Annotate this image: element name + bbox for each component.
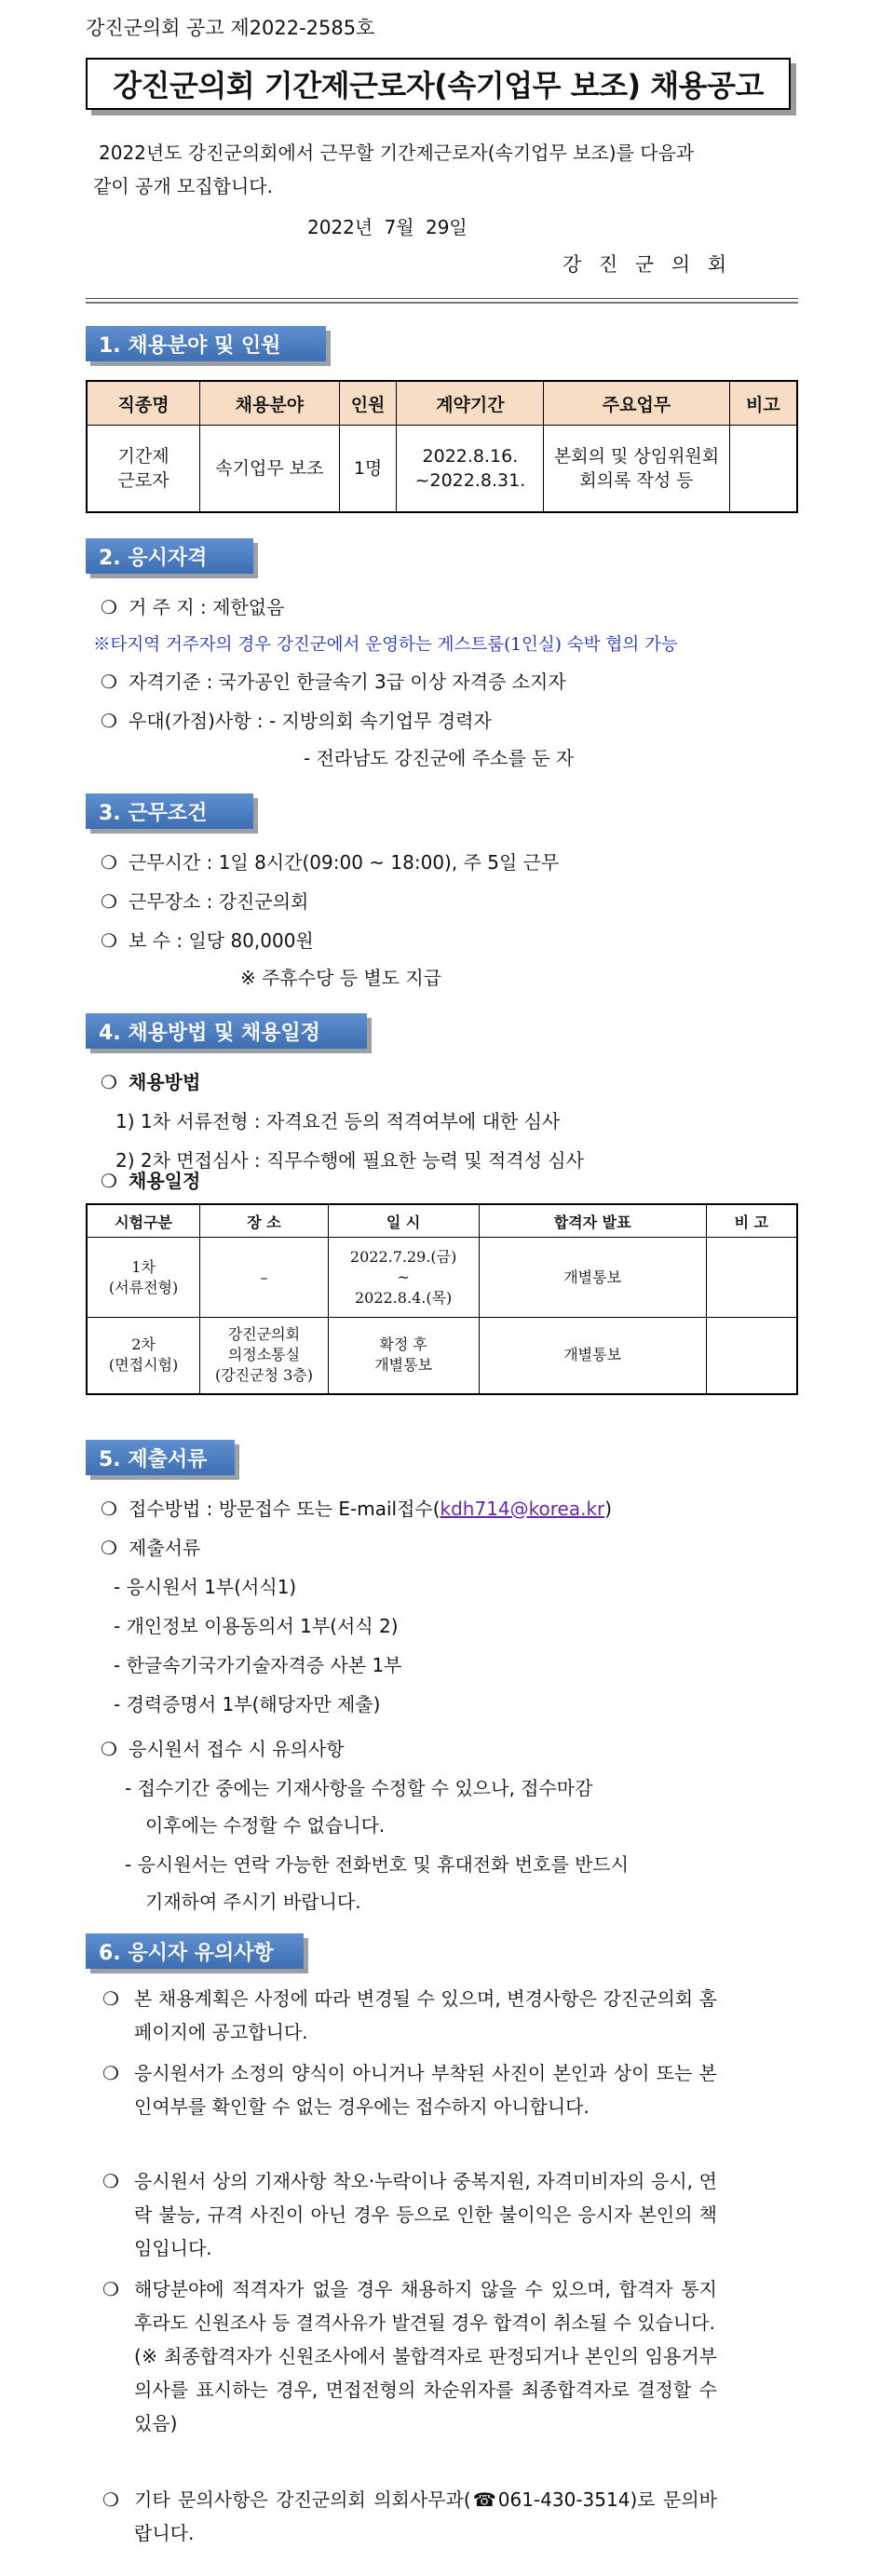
bullet-icon: ❍: [101, 851, 117, 874]
col-count: 인원: [339, 381, 397, 426]
doc-item-3: - 한글속기국가기술자격증 사본 1부: [114, 1654, 402, 1676]
preference-line-2: - 전라남도 강진군에 주소를 둔 자: [304, 747, 575, 769]
notice-item-5: [102, 2483, 717, 2550]
section-2-heading: 2. 응시자격: [86, 538, 253, 574]
job-type-line-2: 근로자: [117, 470, 169, 491]
organization-name: 강 진 군 의 회: [562, 253, 733, 276]
bullet-icon: ❍: [101, 671, 117, 693]
period-line-2: ~2022.8.31.: [414, 470, 526, 491]
residence-note: ※타지역 거주자의 경우 강진군에서 운영하는 게스트룸(1인실) 숙박 협의 가능: [93, 635, 678, 655]
cell-job-type: [87, 426, 200, 513]
cell-time: [328, 1318, 479, 1394]
preference-text-1: 우대(가점)사항 : - 지방의회 속기업무 경력자: [129, 710, 492, 732]
notice-number: 강진군의회 공고 제2022-2585호: [86, 17, 375, 39]
cell-announce: 개별통보: [479, 1238, 706, 1318]
bullet-icon: ❍: [101, 710, 117, 732]
cell-place: –: [200, 1238, 329, 1318]
section-6-heading: 6. 응시자 유의사항: [86, 1933, 304, 1969]
method-step-1: 1) 1차 서류전형 : 자격요건 등의 적격여부에 대한 심사: [115, 1110, 561, 1132]
notice-item-4-text: 해당분야에 적격자가 없을 경우 채용하지 않을 수 있으며, 합격자 통지 후라도 신원조사 등 결격사유가 발견될 경우 합격이 취소될 수 있습니다.: [134, 2278, 717, 2334]
col-period: 계약기간: [397, 381, 544, 426]
docs-title-line: [101, 1533, 200, 1560]
cell-place: [200, 1318, 329, 1394]
bullet-icon: ❍: [102, 2170, 119, 2192]
notice-item-4-note: (※ 최종합격자가 신원조사에서 불합격자로 판정되거나 본인의 임용거부의사를 표시하는 경우, 면접전형의 차순위자를 최종합격자로 결정할 수 있음): [134, 2345, 717, 2434]
notice-item-1-text: 본 채용계획은 사정에 따라 변경될 수 있으며, 변경사항은 강진군의회 홈페이지에 공고합니다.: [134, 1987, 717, 2043]
bullet-icon: ❍: [102, 2062, 119, 2084]
col-time: 일 시: [328, 1204, 479, 1238]
bullet-icon: ❍: [101, 1170, 117, 1192]
qualification-text: 자격기준 : 국가공인 한글속기 3급 이상 자격증 소지자: [129, 671, 566, 693]
pay-line: [101, 926, 314, 953]
cell-period: [397, 426, 544, 513]
cell-stage: [87, 1238, 200, 1318]
col-remark: 비 고: [706, 1204, 797, 1238]
cell-remark: [706, 1238, 797, 1318]
hours-text: 근무시간 : 1일 8시간(09:00 ~ 18:00), 주 5일 근무: [129, 851, 560, 874]
receipt-suffix: ): [604, 1498, 613, 1520]
doc-item-2: - 개인정보 이용동의서 1부(서식 2): [114, 1615, 399, 1637]
period-line-1: 2022.8.16.: [422, 446, 519, 467]
pay-note: ※ 주휴수당 등 별도 지급: [240, 967, 442, 989]
table-header-row: [87, 381, 797, 426]
cell-note: [729, 426, 797, 513]
notice-item-5-text: 기타 문의사항은 강진군의회 의회사무과(☎061-430-3514)로 문의바랍니다.: [134, 2488, 717, 2544]
bullet-icon: ❍: [101, 596, 117, 618]
caution-1a: - 접수기간 중에는 기재사항을 수정할 수 있으나, 접수마감: [125, 1777, 593, 1799]
notice-item-4: [102, 2272, 717, 2440]
caution-2a: - 응시원서는 연락 가능한 전화번호 및 휴대전화 번호를 반드시: [125, 1853, 630, 1876]
caution-title-line: [101, 1734, 345, 1761]
intro-text: [93, 136, 782, 203]
bullet-icon: ❍: [101, 890, 117, 913]
divider-top: [86, 298, 798, 299]
stage-line-2: (면접시험): [108, 1356, 179, 1375]
col-place: 장 소: [200, 1204, 329, 1238]
cell-duty: [544, 426, 729, 513]
col-duty: 주요업무: [544, 381, 729, 426]
preference-line-1: [101, 706, 492, 733]
section-1-heading: 1. 채용분야 및 인원: [86, 326, 326, 361]
cell-field: 속기업무 보조: [200, 426, 340, 513]
email-link[interactable]: kdh714@korea.kr: [440, 1498, 605, 1520]
schedule-table: [86, 1203, 798, 1395]
place-line: [101, 887, 308, 914]
divider-bottom: [86, 302, 798, 304]
duty-line-2: 회의록 작성 등: [579, 470, 694, 491]
intro-line-1: 2022년도 강진군의회에서 근무할 기간제근로자(속기업무 보조)를 다음과: [99, 142, 695, 164]
caution-title: 응시원서 접수 시 유의사항: [129, 1738, 345, 1760]
place-line-2: 의정소통실: [227, 1346, 301, 1364]
cell-count: 1명: [339, 426, 397, 513]
schedule-header-row: [87, 1204, 797, 1238]
time-line-3: 2022.8.4.(목): [355, 1288, 453, 1307]
time-line-2: ~: [397, 1268, 410, 1286]
page-title: 강진군의회 기간제근로자(속기업무 보조) 채용공고: [86, 58, 791, 110]
bullet-icon: ❍: [102, 2278, 119, 2300]
cell-time: [328, 1238, 479, 1318]
col-note: 비고: [729, 381, 797, 426]
residence-line: [101, 592, 284, 619]
section-3-heading: 3. 근무조건: [86, 793, 253, 829]
table-row: [87, 1318, 797, 1394]
hours-line: [101, 847, 559, 874]
stage-line-1: 2차: [131, 1335, 156, 1354]
notice-item-1: [102, 1982, 717, 2049]
intro-line-2: 같이 공개 모집합니다.: [93, 175, 273, 197]
qualification-line: [101, 667, 566, 694]
cell-stage: [87, 1318, 200, 1394]
table-row: [87, 426, 797, 513]
receipt-line: [101, 1494, 612, 1521]
residence-text: 거 주 지 : 제한없음: [129, 596, 285, 618]
col-announce: 합격자 발표: [479, 1204, 706, 1238]
job-type-line-1: 기간제: [117, 446, 169, 467]
bullet-icon: ❍: [101, 929, 117, 952]
bullet-icon: ❍: [102, 1987, 119, 2010]
time-line-1: 2022.7.29.(금): [349, 1247, 457, 1266]
cell-remark: [706, 1318, 797, 1394]
receipt-text: 접수방법 : 방문접수 또는 E-mail접수(: [129, 1498, 440, 1520]
table-row: [87, 1238, 797, 1318]
method-title-line: [101, 1067, 200, 1094]
place-line-3: (강진군청 3층): [214, 1366, 313, 1385]
time-line-2: 개별통보: [374, 1356, 433, 1375]
method-step-2: 2) 2차 면접심사 : 직무수행에 필요한 능력 및 적격성 심사: [115, 1149, 584, 1172]
caution-1b: 이후에는 수정할 수 없습니다.: [145, 1814, 386, 1837]
place-line-1: 강진군의회: [227, 1325, 301, 1344]
notice-item-2-text: 응시원서가 소정의 양식이 아니거나 부착된 사진이 본인과 상이 또는 본인여부를 확인할 수 없는 경우에는 접수하지 아니합니다.: [134, 2062, 717, 2118]
doc-item-1: - 응시원서 1부(서식1): [114, 1576, 297, 1598]
schedule-title: 채용일정: [129, 1170, 201, 1192]
duty-line-1: 본회의 및 상임위원회: [553, 446, 720, 467]
docs-title: 제출서류: [129, 1537, 201, 1559]
stage-line-2: (서류전형): [108, 1278, 179, 1296]
col-field: 채용분야: [200, 381, 340, 426]
col-stage: 시험구분: [87, 1204, 200, 1238]
place-text: 근무장소 : 강진군의회: [129, 890, 309, 913]
notice-item-3-text: 응시원서 상의 기재사항 착오·누락이나 중복지원, 자격미비자의 응시, 연락 불능, 규격 사진이 아닌 경우 등으로 인한 불이익은 응시자 본인의 책임입니다.: [134, 2170, 717, 2259]
bullet-icon: ❍: [101, 1738, 117, 1760]
schedule-title-line: [101, 1166, 200, 1193]
caution-2b: 기재하여 주시기 바랍니다.: [145, 1891, 361, 1913]
bullet-icon: ❍: [101, 1071, 117, 1093]
notice-item-2: [102, 2056, 717, 2123]
time-line-1: 확정 후: [379, 1335, 427, 1354]
section-5-heading: 5. 제출서류: [86, 1440, 235, 1475]
section-4-heading: 4. 채용방법 및 채용일정: [86, 1013, 367, 1049]
bullet-icon: ❍: [101, 1498, 117, 1520]
cell-announce: 개별통보: [479, 1318, 706, 1394]
method-title: 채용방법: [129, 1071, 201, 1093]
stage-line-1: 1차: [131, 1257, 156, 1276]
col-job-type: 직종명: [87, 381, 200, 426]
doc-item-4: - 경력증명서 1부(해당자만 제출): [114, 1693, 381, 1715]
bullet-icon: ❍: [101, 1537, 117, 1559]
notice-item-3: [102, 2164, 717, 2265]
notice-date: 2022년 7월 29일: [307, 216, 468, 238]
recruitment-field-table: [86, 380, 798, 513]
bullet-icon: ❍: [102, 2488, 119, 2511]
pay-text: 보 수 : 일당 80,000원: [129, 929, 314, 952]
